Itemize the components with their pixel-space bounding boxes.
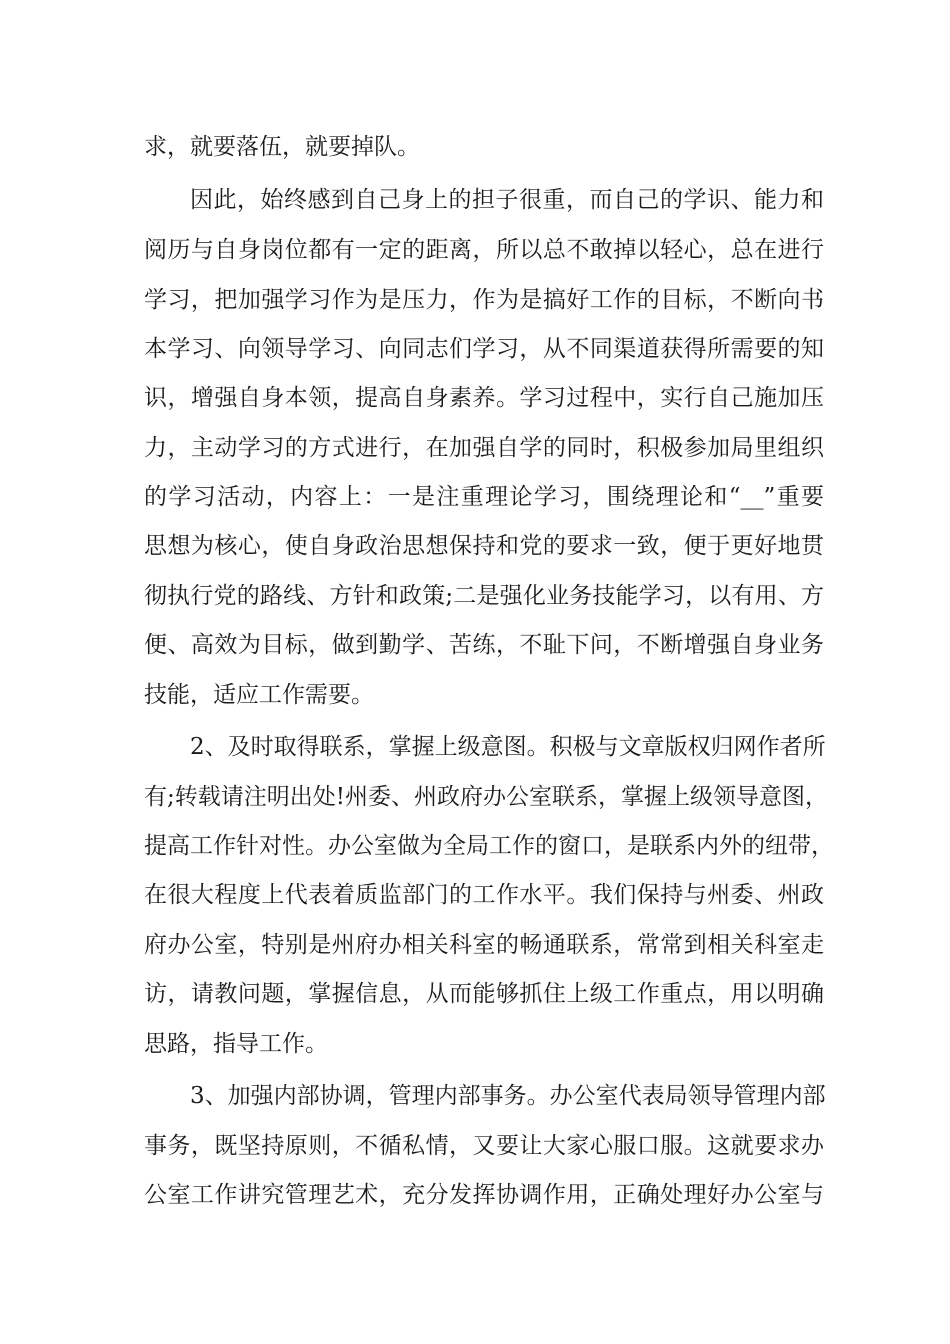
paragraph-first-line: 因此，始终感到自己身上的担子很重，而自己的学识、能力和 [190, 187, 824, 213]
text-line: 思路，指导工作。 [144, 1031, 328, 1057]
text-line: 公室工作讲究管理艺术，充分发挥协调作用，正确处理好办公室与 [144, 1182, 824, 1208]
text-line: 识，增强自身本领，提高自身素养。学习过程中，实行自己施加压 [144, 385, 824, 411]
text-line: 便、高效为目标，做到勤学、苦练，不耻下问，不断增强自身业务 [144, 632, 824, 658]
text-line: 彻执行党的路线、方针和政策;二是强化业务技能学习，以有用、方 [144, 583, 824, 609]
text-line: 在很大程度上代表着质监部门的工作水平。我们保持与州委、州政 [144, 882, 824, 908]
text-line: 学习，把加强学习作为是压力，作为是搞好工作的目标，不断向书 [144, 287, 824, 313]
text-line: 思想为核心，使自身政治思想保持和党的要求一致，便于更好地贯 [144, 533, 824, 559]
text-line: 技能，适应工作需要。 [144, 682, 374, 708]
text-line: 提高工作针对性。办公室做为全局工作的窗口，是联系内外的纽带， [144, 833, 834, 859]
text-line: 求，就要落伍，就要掉队。 [144, 134, 420, 160]
text-line: 访，请教问题，掌握信息，从而能够抓住上级工作重点，用以明确 [144, 981, 824, 1007]
paragraph-first-line: 2、及时取得联系，掌握上级意图。积极与文章版权归网作者所 [190, 734, 826, 760]
text-line: 的学习活动，内容上：一是注重理论学习，围绕理论和“__”重要 [144, 484, 824, 510]
paragraph-first-line: 3、加强内部协调，管理内部事务。办公室代表局领导管理内部 [190, 1083, 826, 1109]
text-line: 力，主动学习的方式进行，在加强自学的同时，积极参加局里组织 [144, 435, 824, 461]
text-line: 阅历与自身岗位都有一定的距离，所以总不敢掉以轻心，总在进行 [144, 237, 824, 263]
text-line: 府办公室，特别是州府办相关科室的畅通联系，常常到相关科室走 [144, 932, 824, 958]
text-line: 事务，既坚持原则，不循私情，又要让大家心服口服。这就要求办 [144, 1133, 824, 1159]
text-line: 有;转载请注明出处!州委、州政府办公室联系，掌握上级领导意图， [144, 784, 828, 810]
text-line: 本学习、向领导学习、向同志们学习，从不同渠道获得所需要的知 [144, 336, 824, 362]
